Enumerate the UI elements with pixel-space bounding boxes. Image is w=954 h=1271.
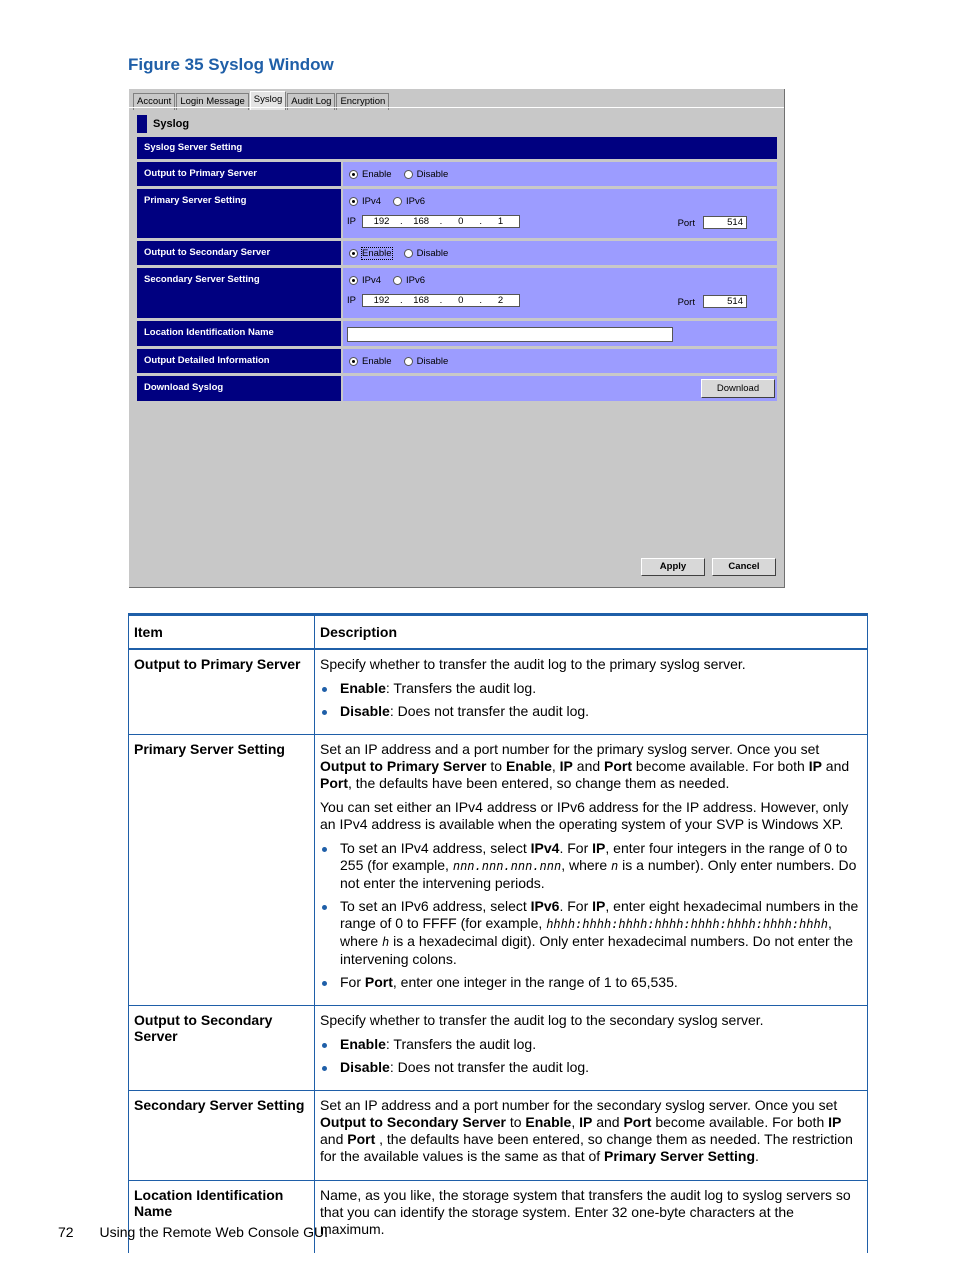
detailed-disable-radio[interactable]: Disable	[404, 356, 449, 367]
panel-title-text: Syslog	[153, 118, 190, 130]
primary-ipv4-radio[interactable]: IPv4	[349, 196, 381, 207]
item-cell: Secondary Server Setting	[129, 1091, 315, 1181]
primary-port-label: Port	[677, 218, 695, 229]
secondary-enable-radio[interactable]: Enable	[349, 248, 392, 259]
item-header: Item	[129, 615, 315, 650]
detailed-label: Output Detailed Information	[137, 349, 341, 373]
detailed-enable-radio[interactable]: Enable	[349, 356, 392, 367]
location-label: Location Identification Name	[137, 321, 341, 346]
description-table	[128, 613, 868, 1253]
table-row	[129, 649, 868, 735]
secondary-ipv6-radio[interactable]: IPv6	[393, 275, 425, 286]
secondary-ip-input[interactable]: 192 . 168 . 0 . 2	[362, 294, 520, 307]
output-secondary-row	[137, 241, 777, 265]
secondary-ipv4-radio[interactable]: IPv4	[349, 275, 381, 286]
secondary-setting-label: Secondary Server Setting	[137, 268, 341, 318]
figure-caption: Figure 35 Syslog Window	[128, 55, 334, 74]
table-row	[129, 735, 868, 1006]
tab-syslog[interactable]: Syslog	[250, 91, 287, 110]
apply-button[interactable]: Apply	[641, 558, 705, 576]
location-name-input[interactable]	[347, 327, 673, 342]
item-cell: Output to Primary Server	[129, 649, 315, 735]
output-secondary-label: Output to Secondary Server	[137, 241, 341, 265]
download-row	[137, 376, 777, 401]
secondary-setting-row	[137, 268, 777, 318]
table-header-row	[129, 615, 868, 650]
tab-audit-log[interactable]: Audit Log	[287, 93, 335, 110]
download-label: Download Syslog	[137, 376, 341, 401]
table-row	[129, 1006, 868, 1091]
download-button[interactable]: Download	[701, 379, 775, 398]
tab-encryption[interactable]: Encryption	[336, 93, 389, 110]
table-row	[129, 1181, 868, 1254]
location-row	[137, 321, 777, 346]
cancel-button[interactable]: Cancel	[712, 558, 776, 576]
description-cell: Specify whether to transfer the audit log to the secondary syslog server. Enable: Transfers the audit log. Disable: Does not transfer the audit log.	[315, 1006, 868, 1091]
item-cell: Location Identification Name	[129, 1181, 315, 1254]
footer-title: Using the Remote Web Console GUI	[99, 1224, 328, 1240]
primary-setting-label: Primary Server Setting	[137, 189, 341, 238]
secondary-disable-radio[interactable]: Disable	[404, 248, 449, 259]
page-footer	[58, 1224, 328, 1240]
description-header: Description	[315, 615, 868, 650]
tab-login-message[interactable]: Login Message	[176, 93, 248, 110]
description-cell: Set an IP address and a port number for the primary syslog server. Once you set Output to Primary Server to Enable, IP and Port become available. For both IP and Port, the defaults have been entered, so change them as needed. You can set either an IPv4 address or IPv6 address for the IP address. However, only an IPv4 address is available when the operating system of your SVP is Windows XP. To set an IPv4 address, select IPv4. For IP, enter four integers in the range of 0 to 255 (for example, nnn.nnn.nnn.nnn, where n is a number). Only enter numbers. Do not enter the intervening periods. To set an IPv6 address, select IPv6. For IP, enter eight hexadecimal numbers in the range of 0 to FFFF (for example, hhhh:hhhh:hhhh:hhhh:hhhh:hhhh:hhhh:hhhh, where h is a hexadecimal digit). Only enter hexadecimal numbers. Do not enter the intervening colons. For Port, enter one integer in the range of 1 to 65,535.	[315, 735, 868, 1006]
title-marker	[137, 115, 147, 133]
tab-bar	[133, 91, 390, 108]
description-cell: Set an IP address and a port number for the secondary syslog server. Once you set Output to Secondary Server to Enable, IP and Port become available. For both IP and Port , the defaults have been entered, so change them as needed. The restriction for the available values is the same as that of Primary Server Setting.	[315, 1091, 868, 1181]
description-cell: Specify whether to transfer the audit log to the primary syslog server. Enable: Transfers the audit log. Disable: Does not transfer the audit log.	[315, 649, 868, 735]
item-cell: Output to Secondary Server	[129, 1006, 315, 1091]
detailed-row	[137, 349, 777, 373]
secondary-port-input[interactable]: 514	[703, 295, 747, 308]
output-primary-row	[137, 162, 777, 186]
output-primary-label: Output to Primary Server	[137, 162, 341, 186]
primary-ipv6-radio[interactable]: IPv6	[393, 196, 425, 207]
primary-disable-radio[interactable]: Disable	[404, 169, 449, 180]
syslog-window	[129, 89, 785, 588]
primary-setting-row	[137, 189, 777, 238]
secondary-ip-label: IP	[347, 295, 356, 306]
primary-ip-input[interactable]: 192 . 168 . 0 . 1	[362, 215, 520, 228]
primary-enable-radio[interactable]: Enable	[349, 169, 392, 180]
description-cell: Name, as you like, the storage system that transfers the audit log to syslog servers so that you can identify the storage system. Enter 32 one-byte characters at the maximum.	[315, 1181, 868, 1254]
table-row	[129, 1091, 868, 1181]
page-number: 72	[58, 1224, 74, 1240]
primary-port-input[interactable]: 514	[703, 216, 747, 229]
primary-ip-label: IP	[347, 216, 356, 227]
section-header: Syslog Server Setting	[137, 137, 777, 159]
tab-account[interactable]: Account	[133, 93, 175, 110]
secondary-port-label: Port	[677, 297, 695, 308]
panel-title	[137, 115, 189, 133]
item-cell: Primary Server Setting	[129, 735, 315, 1006]
